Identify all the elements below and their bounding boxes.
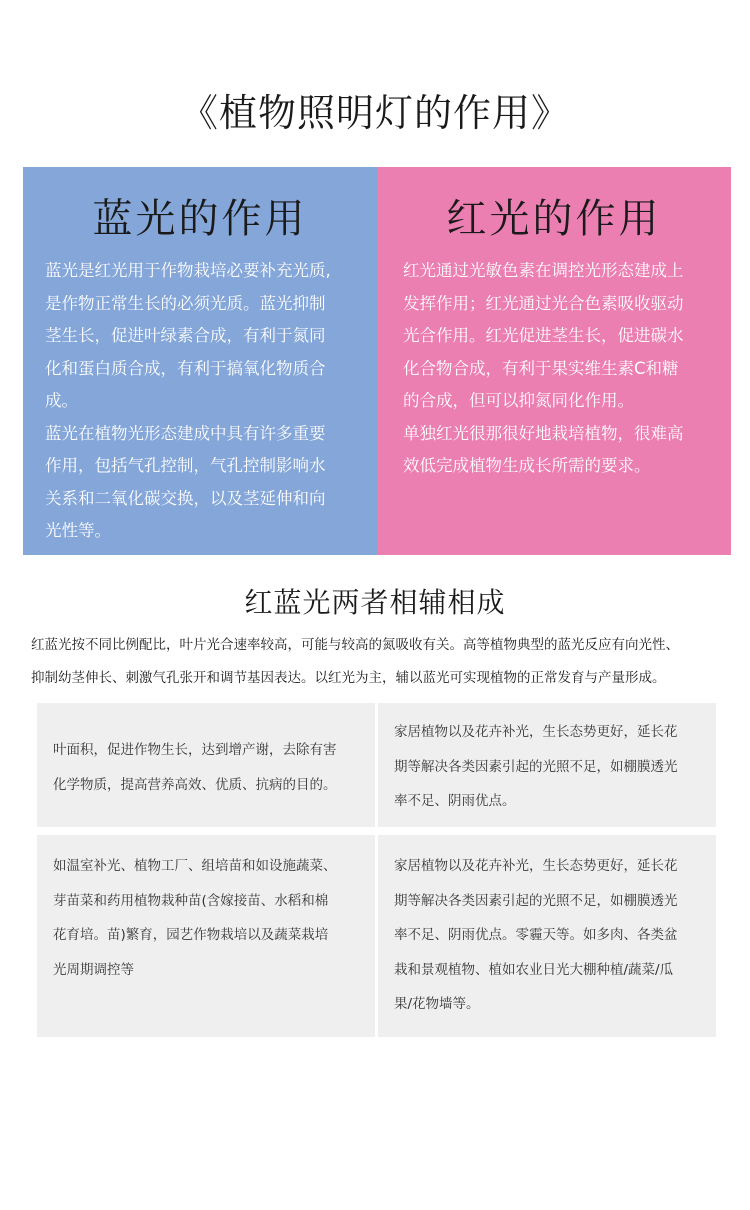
blue-light-line: 化和蛋白质合成，有利于搞氧化物质合: [45, 358, 326, 378]
table-cell: [378, 703, 716, 827]
red-light-line: 光合作用。红光促进茎生长，促进碳水: [403, 326, 684, 345]
table-cell-text: [53, 849, 367, 987]
red-light-description: [403, 255, 715, 483]
blue-light-line: 是作物正常生长的必须光质。蓝光抑制: [45, 293, 326, 313]
table-cell: [37, 703, 375, 827]
table-cell-line: 期等解决各类因素引起的光照不足，如棚膜透光: [394, 758, 678, 775]
table-cell: [37, 835, 375, 1037]
table-cell-line: 花育培。苗)繁育，园艺作物栽培以及蔬菜栽培: [53, 927, 329, 943]
red-light-line: 的合成，但可以抑氮同化作用。: [403, 391, 634, 410]
table-cell-line: 化学物质，提高营养高效、优质、抗病的目的。: [53, 776, 337, 793]
page-title: 《植物照明灯的作用》: [179, 91, 570, 135]
red-light-line: 发挥作用；红光通过光合色素吸收驱动: [403, 293, 684, 313]
red-light-line: 化合物合成，有利于果实维生素C和糖: [403, 358, 679, 378]
table-cell-line: 果/花物墙等。: [394, 996, 480, 1012]
blue-light-line: 关系和二氧化碳交换，以及茎延伸和向: [45, 488, 326, 508]
table-cell-line: 栽和景观植物、植如农业日光大棚种植/蔬菜/瓜: [394, 961, 674, 978]
blue-light-panel: [23, 167, 377, 555]
blue-light-line: 成。: [45, 391, 78, 410]
red-light-line: 红光通过光敏色素在调控光形态建成上: [403, 261, 684, 280]
table-cell-line: 叶面积，促进作物生长，达到增产谢，去除有害: [53, 742, 337, 758]
blue-light-line: 作用，包括气孔控制，气孔控制影响水: [45, 456, 326, 475]
table-cell-text: [394, 715, 708, 819]
table-cell-line: 率不足、阴雨优点。零霾天等。如多肉、各类盆: [394, 927, 678, 943]
blue-light-line: 蓝光在植物光形态建成中具有许多重要: [45, 423, 326, 443]
blue-light-description: [45, 255, 361, 548]
blue-light-line: 蓝光是红光用于作物栽培必要补充光质,: [45, 261, 331, 280]
table-cell-line: 如温室补光、植物工厂、组培苗和如设施蔬菜、: [53, 858, 337, 874]
table-cell: [378, 835, 716, 1037]
table-cell-text: [53, 733, 367, 802]
table-cell-line: 芽苗菜和药用植物栽种苗(含嫁接苗、水稻和棉: [53, 892, 329, 909]
table-cell-text: [394, 849, 708, 1022]
table-cell-line: 光周期调控等: [53, 961, 134, 978]
table-cell-line: 家居植物以及花卉补光，生长态势更好，延长花: [394, 858, 678, 874]
blue-light-heading: 蓝光的作用: [92, 196, 308, 242]
blue-light-line: 光性等。: [45, 521, 111, 540]
red-light-line: 单独红光很那很好地栽培植物，很难高: [403, 423, 684, 443]
red-light-panel: [377, 167, 731, 555]
table-cell-line: 家居植物以及花卉补光，生长态势更好，延长花: [394, 724, 678, 740]
table-cell-line: 期等解决各类因素引起的光照不足，如棚膜透光: [394, 892, 678, 909]
intro-line: 抑制幼茎伸长、刺激气孔张开和调节基因表达。以红光为主，辅以蓝光可实现植物的正常发育与产量形成。: [31, 670, 666, 686]
red-light-heading: 红光的作用: [446, 196, 662, 242]
red-light-line: 效低完成植物生成长所需的要求。: [403, 456, 651, 475]
combined-intro: [31, 629, 731, 695]
table-cell-line: 率不足、阴雨优点。: [394, 793, 516, 809]
combined-section-title: 红蓝光两者相辅相成: [244, 586, 506, 619]
intro-line: 红蓝光按不同比例配比，叶片光合速率较高，可能与较高的氮吸收有关。高等植物典型的蓝光反应有向光性、: [31, 637, 679, 653]
blue-light-line: 茎生长，促进叶绿素合成，有利于氮同: [45, 326, 326, 345]
